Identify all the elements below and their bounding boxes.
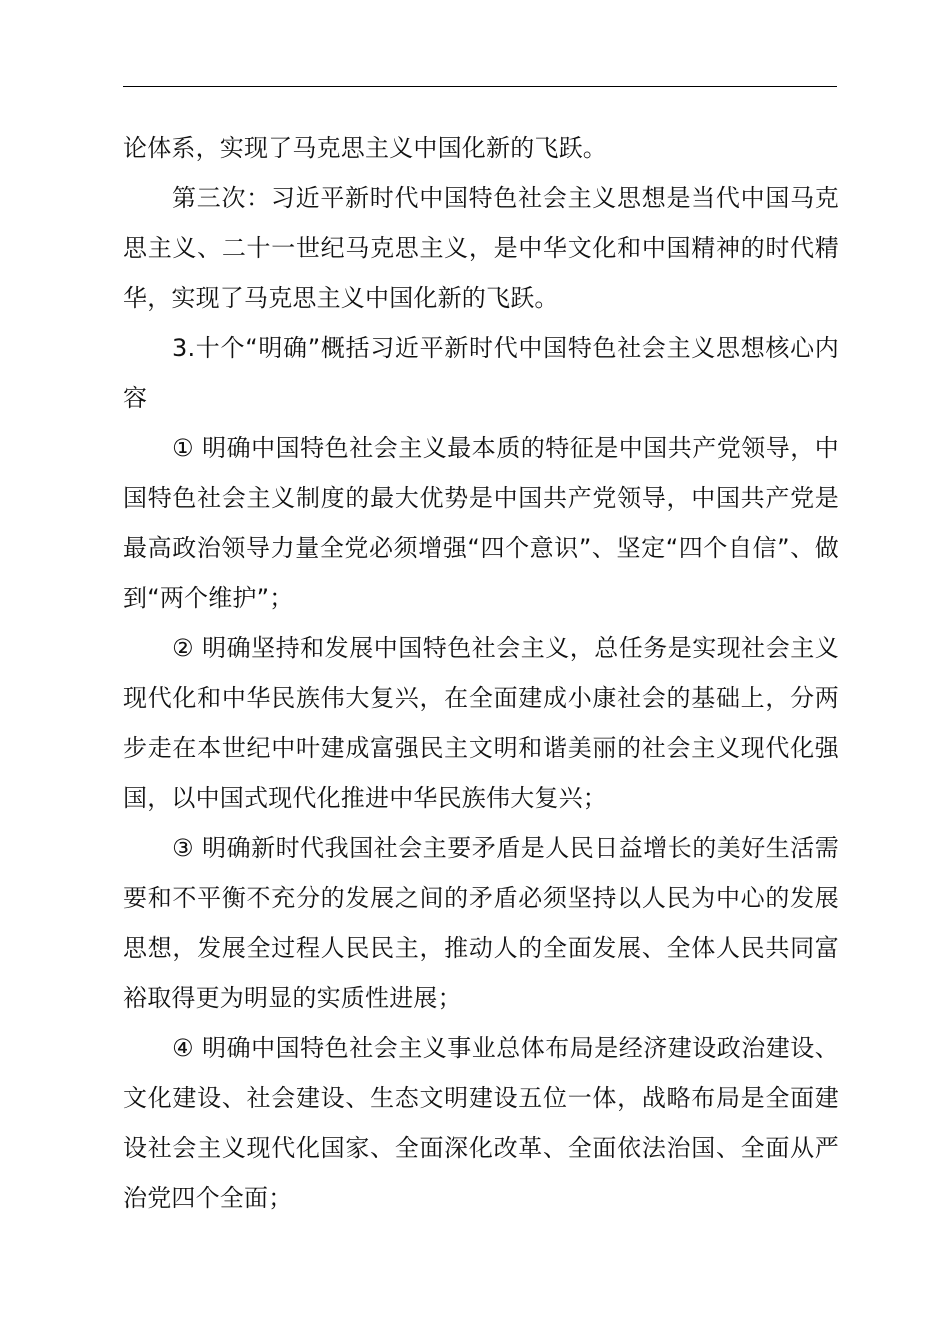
list-item-clarification-2: ② 明确坚持和发展中国特色社会主义，总任务是实现社会主义现代化和中华民族伟大复兴，在全面建成小康社会的基础上，分两步走在本世纪中叶建成富强民主文明和谐美丽的社会主义现代化强国，以中国式现代化推进中华民族伟大复兴； (123, 634, 839, 812)
section-heading-ten-clarifications: 3.十个“明确”概括习近平新时代中国特色社会主义思想核心内容 (123, 334, 839, 412)
paragraph-third-leap: 第三次：习近平新时代中国特色社会主义思想是当代中国马克思主义、二十一世纪马克思主义，是中华文化和中国精神的时代精华，实现了马克思主义中国化新的飞跃。 (123, 184, 839, 312)
list-item-clarification-1: ① 明确中国特色社会主义最本质的特征是中国共产党领导，中国特色社会主义制度的最大优势是中国共产党领导，中国共产党是最高政治领导力量全党必须增强“四个意识”、坚定“四个自信”、做到“两个维护”； (123, 434, 839, 612)
header-rule (123, 86, 837, 87)
document-body (123, 123, 839, 1223)
paragraph-continuation: 论体系，实现了马克思主义中国化新的飞跃。 (123, 134, 607, 162)
list-item-clarification-3: ③ 明确新时代我国社会主要矛盾是人民日益增长的美好生活需要和不平衡不充分的发展之间的矛盾必须坚持以人民为中心的发展思想，发展全过程人民民主，推动人的全面发展、全体人民共同富裕取得更为明显的实质性进展； (123, 834, 839, 1012)
list-item-clarification-4: ④ 明确中国特色社会主义事业总体布局是经济建设政治建设、文化建设、社会建设、生态文明建设五位一体，战略布局是全面建设社会主义现代化国家、全面深化改革、全面依法治国、全面从严治党四个全面； (123, 1034, 839, 1212)
